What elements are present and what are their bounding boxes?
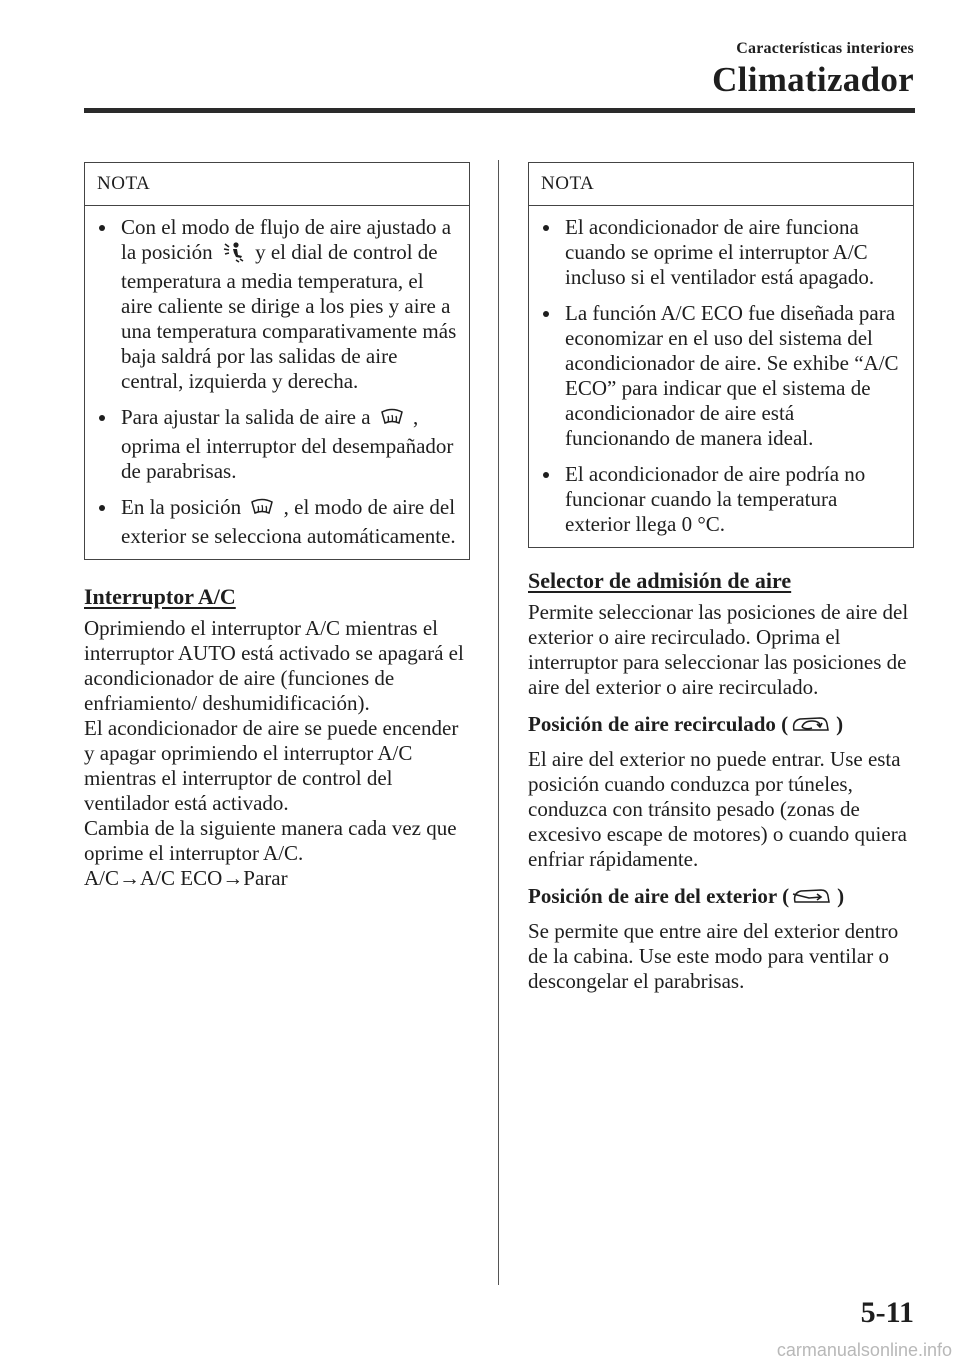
bullet-icon xyxy=(543,311,549,317)
ac-paragraph: Cambia de la siguiente manera cada vez que oprime el interruptor A/C. xyxy=(84,816,457,865)
note-text: y el dial de control de temperatura a media temperatura, el aire caliente se dirige a los pies y aire a una temperatura comparativamente más baja saldrá por las salidas de aire central, izquierda y derecha. xyxy=(121,240,457,393)
header-section-label: Características interiores xyxy=(736,40,914,57)
note-item xyxy=(99,495,457,549)
recirculate-air-icon xyxy=(790,713,830,741)
note-item xyxy=(99,405,457,484)
bullet-icon xyxy=(99,415,105,421)
note-text: , oprima el interruptor del desempañador de parabrisas. xyxy=(121,405,454,483)
air-intake-heading: Selector de admisión de aire xyxy=(528,568,792,593)
note-list xyxy=(529,206,913,547)
ac-mode-sequence: A/C→A/C ECO→Parar xyxy=(84,866,288,890)
note-item xyxy=(543,462,901,537)
watermark: carmanualsonline.info xyxy=(776,1340,952,1360)
outside-air-heading-text: Posición de aire del exterior ( xyxy=(528,884,790,908)
note-text: , el modo de aire del exterior se selecciona automáticamente. xyxy=(121,495,456,548)
page-number: 5-11 xyxy=(860,1296,914,1329)
floor-windshield-mode-icon xyxy=(222,241,246,269)
right-column xyxy=(528,162,914,994)
note-item xyxy=(543,215,901,290)
defroster-icon xyxy=(250,498,274,524)
bullet-icon xyxy=(99,505,105,511)
recirculated-heading-text: Posición de aire recirculado ( xyxy=(528,712,789,736)
recirculated-heading xyxy=(528,712,914,741)
note-text: Para ajustar la salida de aire a xyxy=(121,405,371,429)
column-divider xyxy=(498,160,499,1285)
ac-paragraph: Oprimiendo el interruptor A/C mientras el interruptor AUTO está activado se apagará el acondicionador de aire (funciones de enfriamiento/ deshumidificación). xyxy=(84,616,464,715)
outside-air-heading-close: ) xyxy=(837,884,845,908)
note-title: NOTA xyxy=(529,163,913,206)
outside-air-paragraph: Se permite que entre aire del exterior dentro de la cabina. Use este modo para ventilar o descongelar el parabrisas. xyxy=(528,919,899,993)
note-text: El acondicionador de aire podría no funcionar cuando la temperatura exterior llega 0 °C. xyxy=(565,462,866,536)
bullet-icon xyxy=(543,225,549,231)
recirculated-heading-close: ) xyxy=(836,712,844,736)
note-text: Con el modo de flujo de aire ajustado a la posición xyxy=(121,215,452,264)
note-text: En la posición xyxy=(121,495,242,519)
intake-paragraph: Permite seleccionar las posiciones de aire del exterior o aire recirculado. Oprima el interruptor para seleccionar las posiciones de aire del exterior o aire recirculado. xyxy=(528,600,909,699)
note-list xyxy=(85,206,469,559)
ac-paragraph: El acondicionador de aire se puede encender y apagar oprimiendo el interruptor A/C mientras el interruptor de control del ventilador está activado. xyxy=(84,716,459,815)
defroster-icon xyxy=(380,408,404,434)
ac-switch-heading: Interruptor A/C xyxy=(84,584,236,609)
left-column xyxy=(84,162,470,891)
bullet-icon xyxy=(99,225,105,231)
note-item xyxy=(99,215,457,394)
note-item xyxy=(543,301,901,451)
outside-air-heading xyxy=(528,884,914,913)
note-title: NOTA xyxy=(85,163,469,206)
note-box-left xyxy=(84,162,470,560)
header-rule xyxy=(84,108,915,113)
note-text: El acondicionador de aire funciona cuando se oprime el interruptor A/C incluso si el ventilador está apagado. xyxy=(565,215,875,289)
recirculated-paragraph: El aire del exterior no puede entrar. Use esta posición cuando conduzca por túneles, conduzca con tránsito pesado (zonas de excesivo escape de motores) o cuando quiera enfriar rápidamente. xyxy=(528,747,908,871)
note-text: La función A/C ECO fue diseñada para economizar en el uso del sistema del acondicionador de aire. Se exhibe “A/C ECO” para indicar que el sistema de acondicionador de aire está funcionando de manera ideal. xyxy=(565,301,899,450)
outside-air-icon xyxy=(791,885,831,913)
note-box-right xyxy=(528,162,914,548)
page-title: Climatizador xyxy=(712,60,914,99)
bullet-icon xyxy=(543,472,549,478)
